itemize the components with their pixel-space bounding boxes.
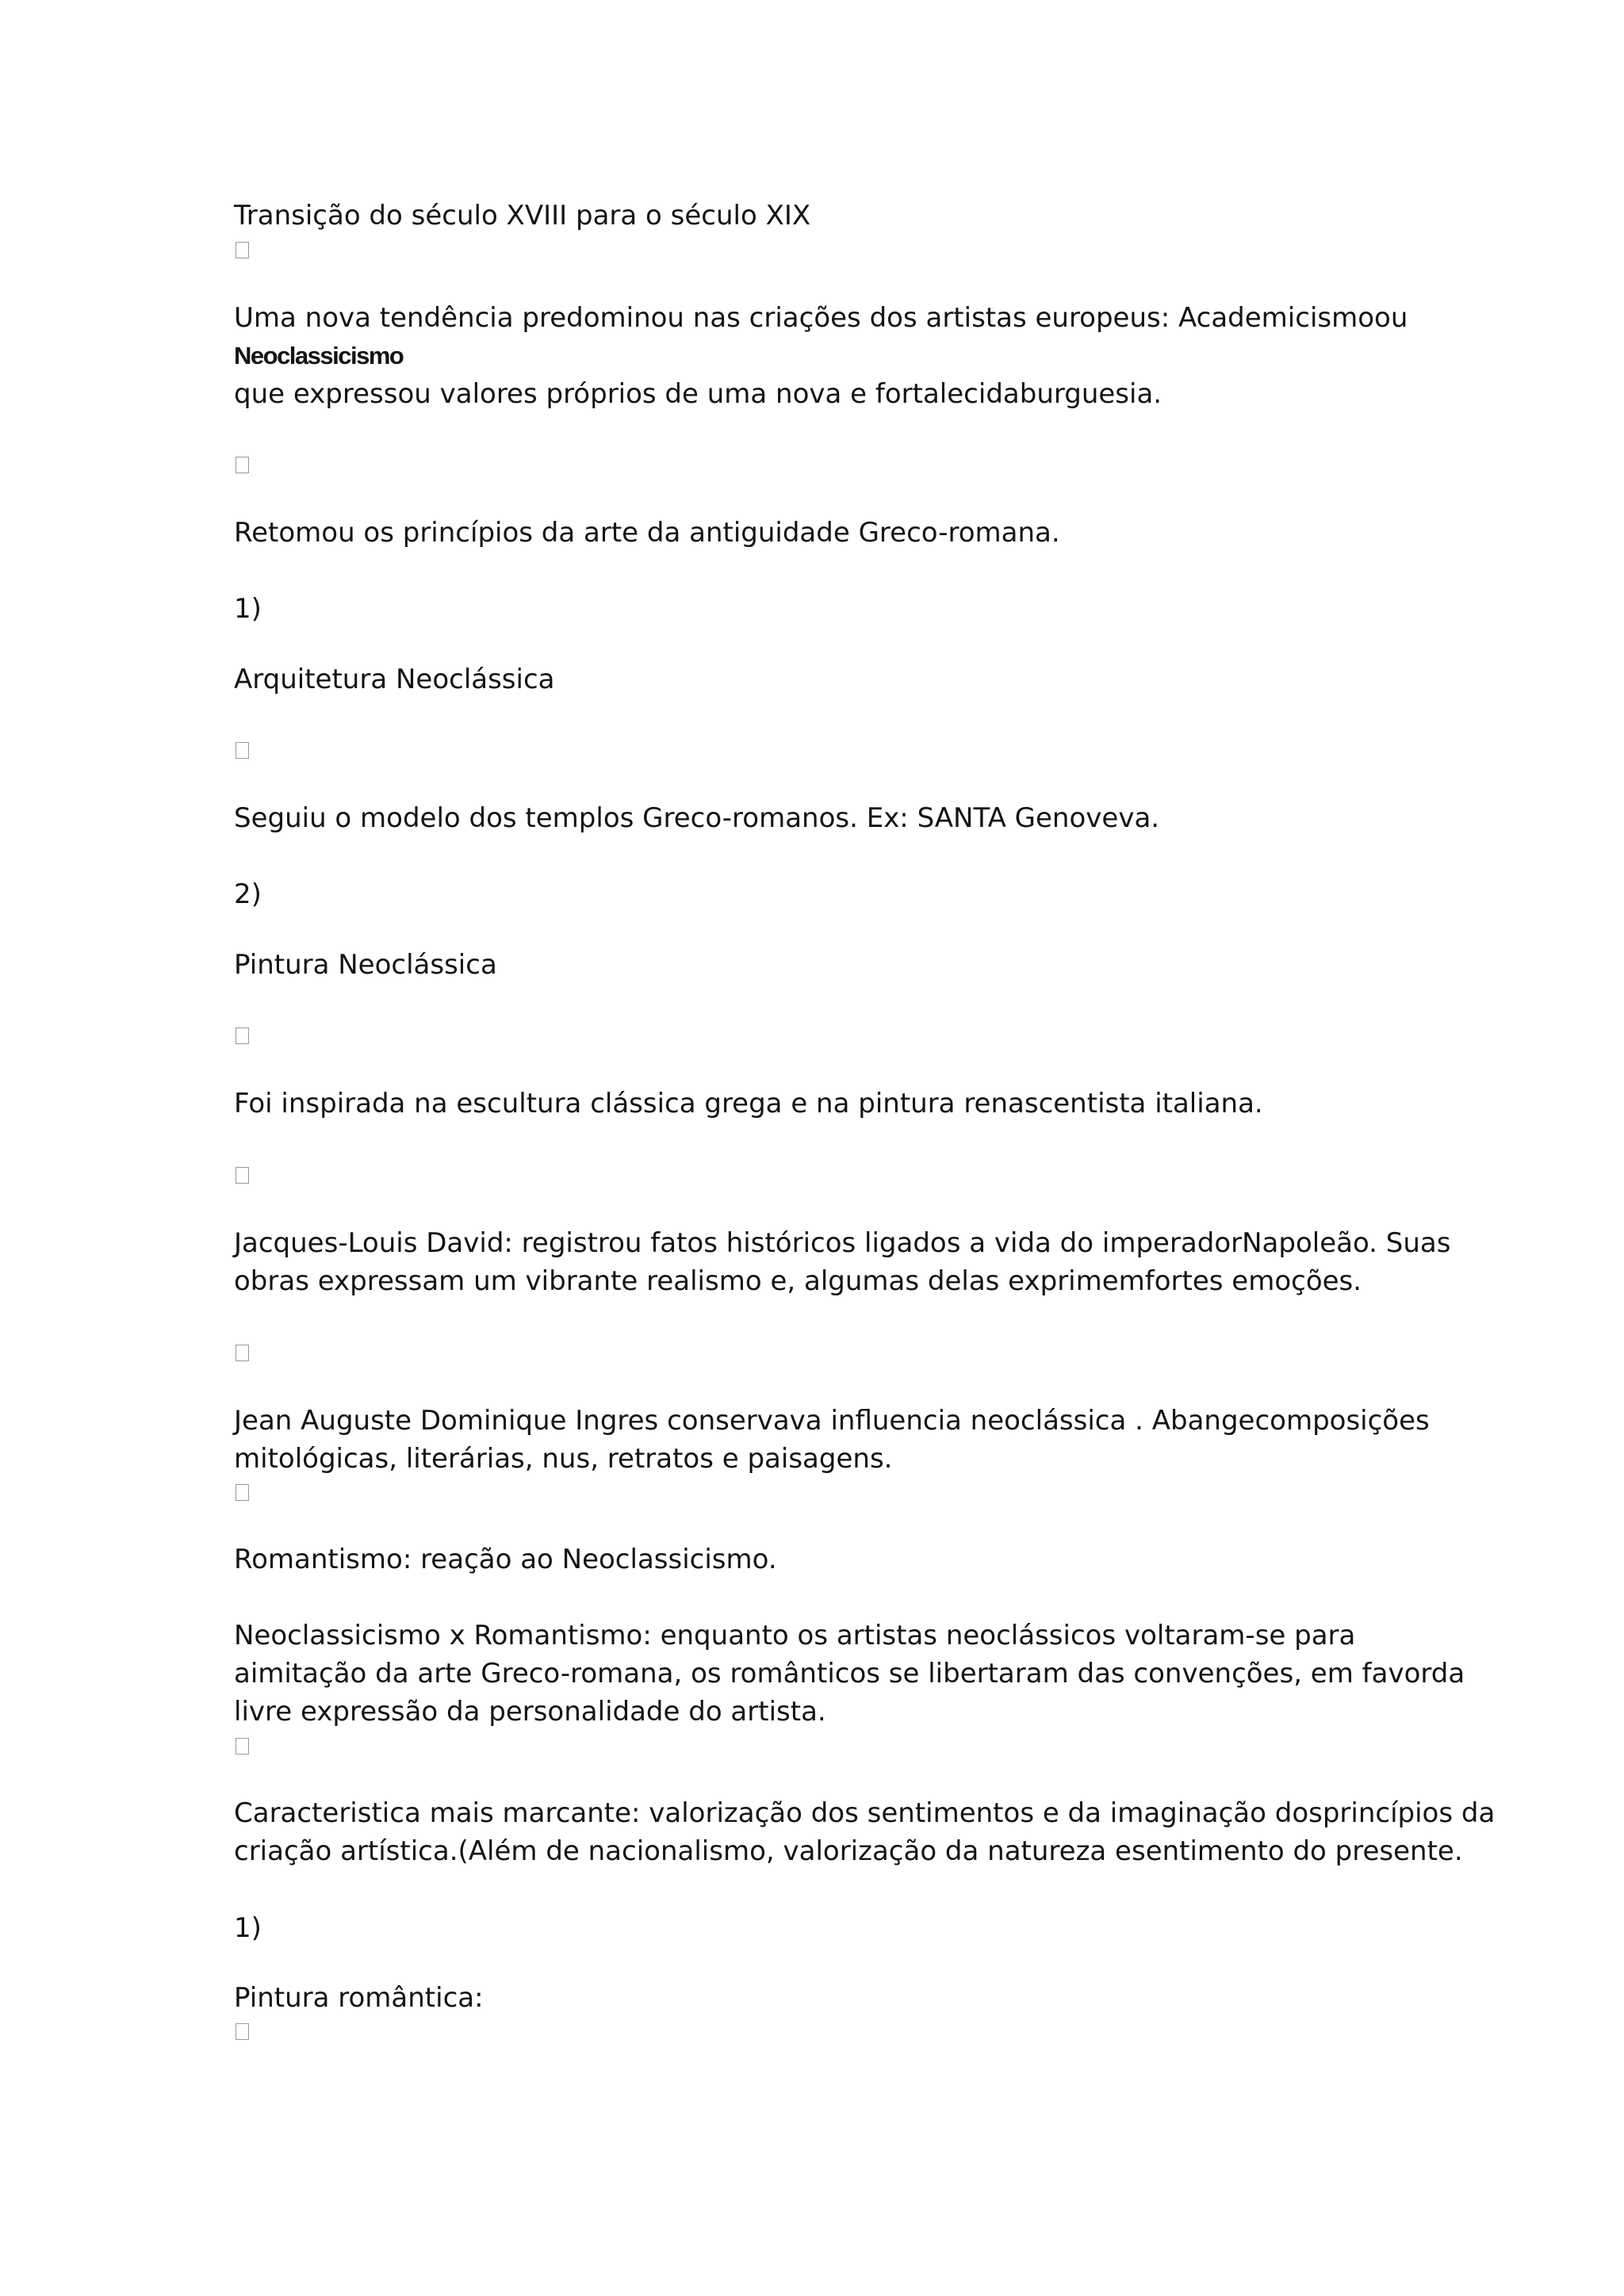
line-characteristic-2: criação artística.(Além de nacionalismo, valorização da natureza esentimento do presente.: [234, 1835, 1463, 1867]
bullet-box-icon: [236, 1738, 249, 1755]
line-comparison-2: aimitação da arte Greco-romana, os românticos se libertaram das convenções, em favorda: [234, 1658, 1465, 1689]
line-romantismo: Romantismo: reação ao Neoclassicismo.: [234, 1544, 777, 1575]
line-ingres-2: mitológicas, literárias, nus, retratos e paisagens.: [234, 1443, 893, 1475]
bullet-box-icon: [236, 242, 249, 258]
line-david-2: obras expressam um vibrante realismo e, algumas delas exprimemfortes emoções.: [234, 1265, 1362, 1297]
line-ingres-1: Jean Auguste Dominique Ingres conservava influencia neoclássica . Abangecomposições: [234, 1405, 1430, 1437]
line-arquitetura-heading: Arquitetura Neoclássica: [234, 664, 555, 695]
line-neoclassicismo-bold: Neoclassicismo: [234, 342, 404, 369]
bullet-box-icon: [236, 1345, 249, 1361]
bullet-box-icon: [236, 1027, 249, 1044]
line-characteristic-1: Caracteristica mais marcante: valorização dos sentimentos e da imaginação dosprincípios da: [234, 1797, 1496, 1829]
bullet-box-icon: [236, 1484, 249, 1501]
bullet-box-icon: [236, 2023, 249, 2040]
line-transition-title: Transição do século XVIII para o século XIX: [234, 200, 811, 232]
line-pintura-heading: Pintura Neoclássica: [234, 949, 497, 981]
line-inspiration: Foi inspirada na escultura clássica grega e na pintura renascentista italiana.: [234, 1088, 1263, 1119]
line-pintura-romantica: Pintura romântica:: [234, 1982, 484, 2014]
line-comparison-3: livre expressão da personalidade do artista.: [234, 1696, 826, 1728]
bullet-box-icon: [236, 742, 249, 759]
line-comparison-1: Neoclassicismo x Romantismo: enquanto os artistas neoclássicos voltaram-se para: [234, 1620, 1356, 1651]
line-number-1: 1): [234, 593, 262, 625]
line-greco-roman: Retomou os princípios da arte da antiguidade Greco-romana.: [234, 517, 1060, 549]
line-number-1b: 1): [234, 1912, 262, 1944]
line-temples: Seguiu o modelo dos templos Greco-romanos. Ex: SANTA Genoveva.: [234, 802, 1160, 834]
line-new-tendency: Uma nova tendência predominou nas criações dos artistas europeus: Academicismoou: [234, 302, 1408, 334]
line-number-2: 2): [234, 878, 262, 910]
line-bourgeoisie: que expressou valores próprios de uma nova e fortalecidaburguesia.: [234, 378, 1162, 410]
bullet-box-icon: [236, 1167, 249, 1184]
bullet-box-icon: [236, 457, 249, 473]
line-david-1: Jacques-Louis David: registrou fatos históricos ligados a vida do imperadorNapoleão. Suas: [234, 1227, 1451, 1259]
